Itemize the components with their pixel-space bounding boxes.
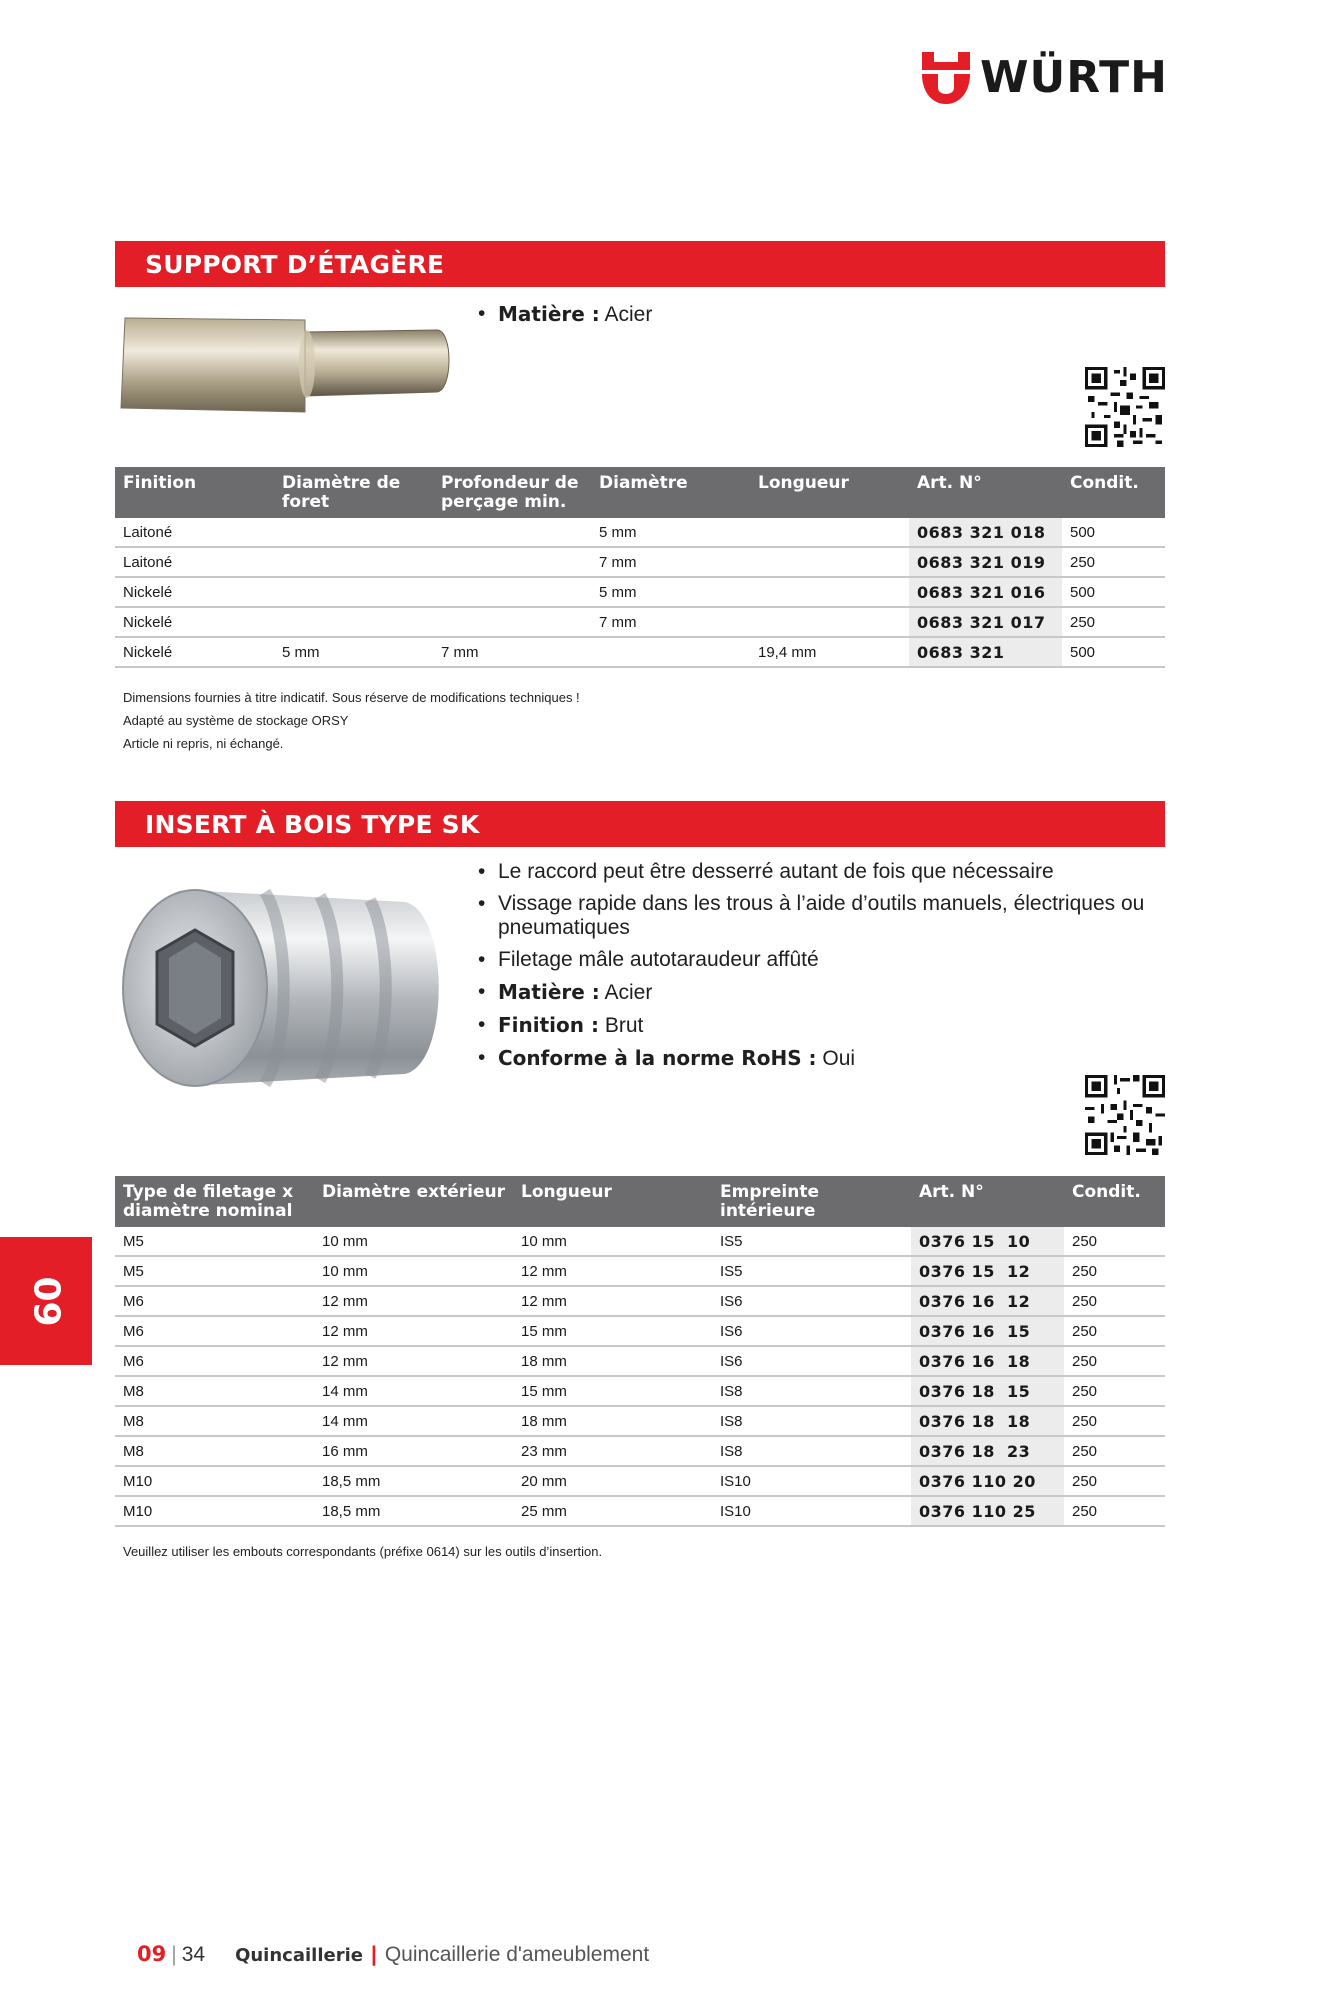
cell-profondeur <box>433 607 591 637</box>
header-art-no: Art. N° <box>909 467 1062 518</box>
cell-condit: 500 <box>1062 577 1165 607</box>
bullet-item <box>478 948 1178 972</box>
page-footer <box>137 1942 649 1967</box>
table-row <box>115 1256 1165 1286</box>
table-header-row <box>115 1176 1165 1227</box>
cell-art-no: 0376 18 23 <box>911 1436 1064 1466</box>
cell-filetage: M6 <box>115 1316 314 1346</box>
cell-diametre-ext: 18,5 mm <box>314 1466 513 1496</box>
cell-diametre-ext: 12 mm <box>314 1286 513 1316</box>
footer-separator: | <box>171 1943 177 1966</box>
chapter-number: 09 <box>25 1275 67 1327</box>
cell-empreinte: IS8 <box>712 1376 911 1406</box>
table-row <box>115 518 1165 547</box>
bullet-item <box>478 980 1178 1005</box>
cell-condit: 250 <box>1064 1346 1165 1376</box>
cell-longueur: 15 mm <box>513 1316 712 1346</box>
table-row <box>115 1376 1165 1406</box>
table-row <box>115 637 1165 667</box>
cell-art-no: 0376 18 18 <box>911 1406 1064 1436</box>
cell-art-no: 0376 16 12 <box>911 1286 1064 1316</box>
cell-filetage: M6 <box>115 1346 314 1376</box>
section2-table <box>115 1176 1165 1527</box>
section2-notes <box>123 1540 602 1563</box>
cell-empreinte: IS6 <box>712 1286 911 1316</box>
cell-condit: 500 <box>1062 637 1165 667</box>
table-row <box>115 1406 1165 1436</box>
bullet-value: Brut <box>604 1014 644 1037</box>
cell-diametre-foret <box>274 607 433 637</box>
bullet-value: Vissage rapide dans les trous à l’aide d’outils manuels, électriques ou pneumatiques <box>498 892 1145 939</box>
cell-condit: 250 <box>1064 1376 1165 1406</box>
bullet-item <box>478 1013 1178 1038</box>
cell-filetage: M8 <box>115 1406 314 1436</box>
cell-condit: 250 <box>1062 607 1165 637</box>
cell-longueur <box>750 607 909 637</box>
cell-empreinte: IS10 <box>712 1496 911 1526</box>
cell-diametre-foret: 5 mm <box>274 637 433 667</box>
table-header-row <box>115 467 1165 518</box>
cell-diametre: 7 mm <box>591 547 750 577</box>
cell-longueur: 23 mm <box>513 1436 712 1466</box>
header-diametre-exterieur: Diamètre extérieur <box>314 1176 513 1227</box>
table-row <box>115 607 1165 637</box>
cell-diametre-foret <box>274 577 433 607</box>
cell-filetage: M6 <box>115 1286 314 1316</box>
bullet-item <box>478 1046 1178 1071</box>
header-longueur: Longueur <box>750 467 909 518</box>
cell-diametre-foret <box>274 518 433 547</box>
cell-art-no: 0376 18 15 <box>911 1376 1064 1406</box>
cell-condit: 250 <box>1064 1406 1165 1436</box>
table-row <box>115 1227 1165 1256</box>
note-line: Adapté au système de stockage ORSY <box>123 713 349 728</box>
cell-longueur <box>750 547 909 577</box>
cell-condit: 250 <box>1064 1436 1165 1466</box>
cell-longueur: 20 mm <box>513 1466 712 1496</box>
cell-profondeur <box>433 577 591 607</box>
cell-condit: 250 <box>1064 1227 1165 1256</box>
bullet-label: Matière : <box>498 980 600 1004</box>
cell-longueur: 10 mm <box>513 1227 712 1256</box>
cell-art-no: 0683 321 016 <box>909 577 1062 607</box>
cell-empreinte: IS10 <box>712 1466 911 1496</box>
cell-empreinte: IS6 <box>712 1346 911 1376</box>
cell-profondeur <box>433 547 591 577</box>
bullet-value: Acier <box>604 303 653 326</box>
cell-longueur: 19,4 mm <box>750 637 909 667</box>
bullet-value: Acier <box>604 981 653 1004</box>
cell-art-no: 0683 321 <box>909 637 1062 667</box>
table-row <box>115 547 1165 577</box>
cell-longueur: 18 mm <box>513 1406 712 1436</box>
table-row <box>115 1466 1165 1496</box>
cell-filetage: M8 <box>115 1376 314 1406</box>
section1-bullets <box>478 302 652 335</box>
cell-condit: 250 <box>1064 1496 1165 1526</box>
note-line: Article ni repris, ni échangé. <box>123 736 284 751</box>
header-diametre: Diamètre <box>591 467 750 518</box>
bullet-value: Le raccord peut être desserré autant de fois que nécessaire <box>498 860 1054 883</box>
cell-art-no: 0683 321 018 <box>909 518 1062 547</box>
cell-art-no: 0376 15 10 <box>911 1227 1064 1256</box>
cell-longueur: 25 mm <box>513 1496 712 1526</box>
section1-notes <box>123 686 580 755</box>
cell-longueur: 12 mm <box>513 1286 712 1316</box>
cell-art-no: 0683 321 019 <box>909 547 1062 577</box>
cell-art-no: 0376 15 12 <box>911 1256 1064 1286</box>
header-diametre-foret: Diamètre de foret <box>274 467 433 518</box>
cell-finition: Nickelé <box>115 577 274 607</box>
cell-condit: 250 <box>1064 1256 1165 1286</box>
cell-profondeur <box>433 518 591 547</box>
cell-condit: 250 <box>1064 1466 1165 1496</box>
cell-filetage: M5 <box>115 1227 314 1256</box>
cell-empreinte: IS6 <box>712 1316 911 1346</box>
cell-art-no: 0683 321 017 <box>909 607 1062 637</box>
section-title: SUPPORT D’ÉTAGÈRE <box>145 249 445 279</box>
cell-empreinte: IS8 <box>712 1436 911 1466</box>
cell-diametre <box>591 637 750 667</box>
cell-finition: Laitoné <box>115 518 274 547</box>
cell-art-no: 0376 110 20 <box>911 1466 1064 1496</box>
cell-diametre-foret <box>274 547 433 577</box>
cell-art-no: 0376 110 25 <box>911 1496 1064 1526</box>
qr-code-icon[interactable] <box>1085 367 1165 447</box>
cell-longueur: 15 mm <box>513 1376 712 1406</box>
bullet-label: Matière : <box>498 302 600 326</box>
cell-filetage: M10 <box>115 1496 314 1526</box>
cell-diametre-ext: 18,5 mm <box>314 1496 513 1526</box>
cell-condit: 500 <box>1062 518 1165 547</box>
section-banner-insert-bois <box>115 801 1165 847</box>
bullet-item <box>478 892 1178 940</box>
header-empreinte: Empreinte intérieure <box>712 1176 911 1227</box>
note-line: Veuillez utiliser les embouts correspondants (préfixe 0614) sur les outils d’insertion. <box>123 1544 603 1559</box>
section-title: INSERT À BOIS TYPE SK <box>145 809 480 839</box>
cell-diametre-ext: 10 mm <box>314 1227 513 1256</box>
cell-diametre: 7 mm <box>591 607 750 637</box>
wurth-logo <box>922 52 1168 104</box>
footer-page-number: 34 <box>181 1943 206 1966</box>
section1-table <box>115 467 1165 668</box>
wurth-logo-icon <box>922 52 970 104</box>
footer-separator: | <box>370 1943 377 1966</box>
bullet-label: Finition : <box>498 1013 599 1037</box>
cell-filetage: M8 <box>115 1436 314 1466</box>
cell-diametre-ext: 14 mm <box>314 1376 513 1406</box>
cell-longueur: 18 mm <box>513 1346 712 1376</box>
header-finition: Finition <box>115 467 274 518</box>
note-line: Dimensions fournies à titre indicatif. Sous réserve de modifications techniques ! <box>123 690 580 705</box>
table-row <box>115 577 1165 607</box>
bullet-item <box>478 302 652 327</box>
footer-chapter: 09 <box>137 1942 167 1966</box>
section2-bullets <box>478 860 1178 1079</box>
table-row <box>115 1316 1165 1346</box>
table-row <box>115 1496 1165 1526</box>
cell-diametre-ext: 14 mm <box>314 1406 513 1436</box>
header-art-no: Art. N° <box>911 1176 1064 1227</box>
cell-diametre: 5 mm <box>591 518 750 547</box>
header-condit: Condit. <box>1062 467 1165 518</box>
wood-insert-image <box>115 872 453 1104</box>
header-condit: Condit. <box>1064 1176 1165 1227</box>
cell-art-no: 0376 16 15 <box>911 1316 1064 1346</box>
cell-diametre-ext: 10 mm <box>314 1256 513 1286</box>
qr-code-icon[interactable] <box>1085 1075 1165 1155</box>
footer-category: Quincaillerie <box>235 1945 363 1966</box>
cell-longueur: 12 mm <box>513 1256 712 1286</box>
cell-longueur <box>750 577 909 607</box>
cell-art-no: 0376 16 18 <box>911 1346 1064 1376</box>
table-row <box>115 1286 1165 1316</box>
cell-diametre: 5 mm <box>591 577 750 607</box>
header-type-filetage: Type de filetage x diamètre nominal <box>115 1176 314 1227</box>
bullet-item <box>478 860 1178 884</box>
footer-subcategory: Quincaillerie d'ameublement <box>384 1943 650 1966</box>
chapter-side-tab <box>0 1237 92 1365</box>
section-banner-support-etagere <box>115 241 1165 287</box>
cell-filetage: M5 <box>115 1256 314 1286</box>
brand-name: WÜRTH <box>980 52 1169 103</box>
cell-filetage: M10 <box>115 1466 314 1496</box>
bullet-label: Conforme à la norme RoHS : <box>498 1046 817 1070</box>
cell-longueur <box>750 518 909 547</box>
cell-diametre-ext: 16 mm <box>314 1436 513 1466</box>
cell-finition: Laitoné <box>115 547 274 577</box>
cell-empreinte: IS5 <box>712 1256 911 1286</box>
cell-finition: Nickelé <box>115 637 274 667</box>
table-row <box>115 1436 1165 1466</box>
cell-empreinte: IS8 <box>712 1406 911 1436</box>
cell-condit: 250 <box>1064 1316 1165 1346</box>
table-row <box>115 1346 1165 1376</box>
cell-empreinte: IS5 <box>712 1227 911 1256</box>
cell-finition: Nickelé <box>115 607 274 637</box>
header-longueur: Longueur <box>513 1176 712 1227</box>
bullet-value: Oui <box>822 1047 856 1070</box>
header-profondeur: Profondeur de perçage min. <box>433 467 591 518</box>
cell-profondeur: 7 mm <box>433 637 591 667</box>
cell-diametre-ext: 12 mm <box>314 1346 513 1376</box>
shelf-support-image <box>115 312 455 427</box>
cell-condit: 250 <box>1062 547 1165 577</box>
cell-condit: 250 <box>1064 1286 1165 1316</box>
cell-diametre-ext: 12 mm <box>314 1316 513 1346</box>
bullet-value: Filetage mâle autotaraudeur affûté <box>498 948 819 971</box>
